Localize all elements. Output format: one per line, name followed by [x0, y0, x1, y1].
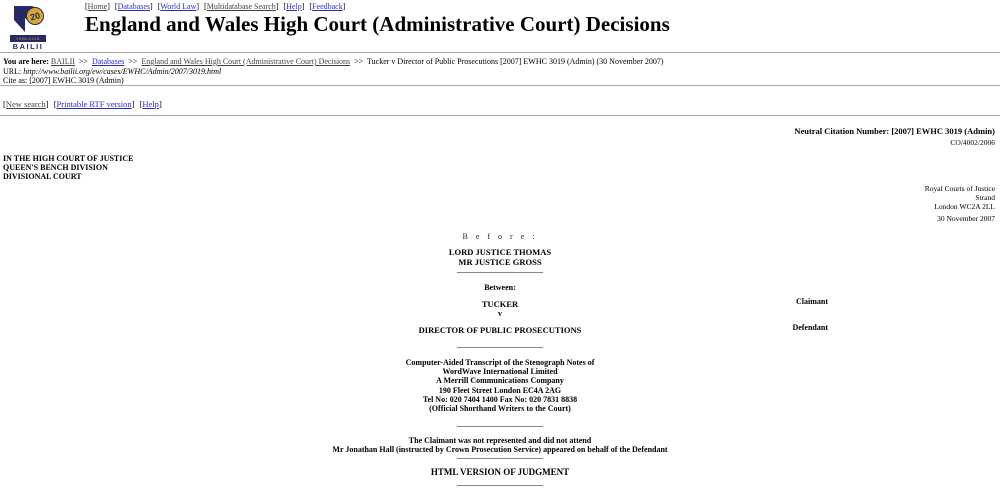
toolbar [3, 99, 165, 109]
breadcrumb-prefix: You are here: [3, 57, 49, 66]
section-divider [457, 347, 543, 348]
bailii-logo[interactable] [10, 5, 48, 51]
address-line: Royal Courts of Justice [924, 184, 995, 193]
court-line: DIVISIONAL COURT [3, 172, 82, 181]
nav-item-databases [115, 2, 153, 11]
toolbar-item-new-search [3, 99, 49, 109]
bracket: ] [150, 2, 153, 11]
court-address [925, 184, 995, 211]
representation-line: The Claimant was not represented and did not attend [408, 436, 592, 445]
bracket: ] [131, 99, 135, 109]
printable-rtf-link[interactable]: Printable RTF version [56, 99, 132, 109]
nav-item-help [283, 2, 304, 11]
transcript-line: A Merrill Communications Company [436, 376, 564, 386]
bracket: [ [157, 2, 161, 11]
transcript-line: Computer-Aided Transcript of the Stenograph Notes of [405, 358, 595, 367]
section-divider [457, 485, 543, 486]
bracket: [ [3, 99, 6, 109]
section-divider [457, 458, 543, 459]
new-search-link[interactable]: New search [5, 99, 46, 109]
transcript-line: 190 Fleet Street London EC4A 2AG [438, 385, 562, 395]
nav-link-home[interactable]: Home [87, 2, 108, 11]
address-line: Strand [975, 193, 995, 202]
bracket: ] [107, 2, 110, 11]
cite-value: [2007] EWHC 3019 (Admin) [29, 76, 124, 85]
neutral-citation: Neutral Citation Number: [2007] EWHC 3019 (Admin) [794, 126, 995, 136]
representation-line: Mr Jonathan Hall (instructed by Crown Prosecution Service) appeared on behalf of the Defendant [332, 445, 668, 455]
judges-block [0, 248, 1000, 267]
logo-years-band: 1998-2018 [10, 35, 46, 42]
judgment-date: 30 November 2007 [937, 214, 995, 223]
nav-link-help[interactable]: Help [286, 2, 302, 11]
cite-label: Cite as: [3, 76, 28, 85]
nav-item-multidatabase-search [204, 2, 278, 11]
bracket: [ [114, 2, 118, 11]
address-line: London WC2A 2LL [934, 202, 995, 211]
claimant-role-label: Claimant [796, 297, 828, 306]
breadcrumb [3, 57, 664, 86]
bracket: ] [342, 2, 346, 11]
bailii-logo-graphic [10, 5, 46, 35]
transcript-block [0, 358, 1000, 413]
html-version-heading: HTML VERSION OF JUDGMENT [430, 467, 570, 477]
toolbar-item-printable-rtf [54, 99, 135, 109]
defendant-role-label: Defendant [792, 323, 828, 332]
bracket: [ [139, 99, 143, 109]
breadcrumb-current-case: Tucker v Director of Public Prosecutions [2007] EWHC 3019 (Admin) (30 November 2007) [367, 57, 664, 66]
page-title: England and Wales High Court (Administrative Court) Decisions [85, 12, 670, 36]
toolbar-item-help [140, 99, 162, 109]
bracket: ] [275, 2, 279, 11]
transcript-line: (Official Shorthand Writers to the Court) [429, 404, 571, 414]
breadcrumb-separator: >> [128, 57, 138, 66]
bracket: [ [283, 2, 287, 11]
bracket: ] [196, 2, 200, 11]
nav-item-feedback [309, 2, 345, 11]
case-number: CO/4002/2006 [950, 138, 995, 147]
logo-brand-text: BAILII [12, 42, 44, 51]
divider [0, 52, 1000, 53]
nav-link-databases[interactable]: Databases [117, 2, 151, 11]
breadcrumb-line [3, 57, 664, 67]
before-label: B e f o r e : [462, 232, 538, 241]
judge-name: LORD JUSTICE THOMAS [448, 247, 552, 257]
url-label: URL: [3, 66, 22, 76]
court-line: QUEEN'S BENCH DIVISION [3, 163, 108, 172]
section-divider [457, 426, 543, 427]
bracket: [ [204, 2, 207, 11]
judge-name: MR JUSTICE GROSS [458, 256, 542, 267]
bracket: [ [53, 99, 57, 109]
bracket: [ [309, 2, 313, 11]
versus-label: v [498, 309, 502, 318]
bracket: [ [85, 2, 88, 11]
breadcrumb-link-bailii[interactable]: BAILII [50, 57, 75, 66]
url-value: http://www.bailii.org/ew/cases/EWHC/Admin/2007/3019.html [23, 66, 222, 76]
defendant-row [0, 320, 1000, 338]
bracket: ] [45, 99, 49, 109]
between-label: Between: [484, 283, 516, 292]
claimant-name: TUCKER [481, 299, 519, 309]
transcript-line: Tel No: 020 7404 1400 Fax No: 020 7831 8838 [422, 394, 578, 404]
representation-block [0, 436, 1000, 454]
nav-link-world-law[interactable]: World Law [160, 2, 197, 11]
top-nav [85, 2, 348, 11]
court-block [3, 154, 134, 181]
bracket: ] [158, 99, 162, 109]
court-line: IN THE HIGH COURT OF JUSTICE [3, 154, 134, 163]
bracket: ] [301, 2, 305, 11]
nav-link-multidatabase-search[interactable]: Multidatabase Search [206, 2, 276, 11]
breadcrumb-separator: >> [354, 57, 364, 66]
defendant-name: DIRECTOR OF PUBLIC PROSECUTIONS [418, 325, 582, 335]
divider [0, 115, 1000, 116]
svg-text:20: 20 [28, 10, 42, 23]
breadcrumb-link-ewhc-admin-decisions[interactable]: England and Wales High Court (Administrative Court) Decisions [141, 57, 351, 66]
section-divider [457, 272, 543, 273]
breadcrumb-separator: >> [78, 57, 88, 66]
nav-item-world-law [158, 2, 199, 11]
toolbar-help-link[interactable]: Help [142, 99, 159, 109]
nav-item-home [85, 2, 110, 11]
breadcrumb-link-databases[interactable]: Databases [91, 57, 125, 66]
url-line [3, 67, 664, 77]
nav-link-feedback[interactable]: Feedback [312, 2, 343, 11]
transcript-line: WordWave International Limited [442, 367, 558, 377]
divider [0, 85, 1000, 86]
